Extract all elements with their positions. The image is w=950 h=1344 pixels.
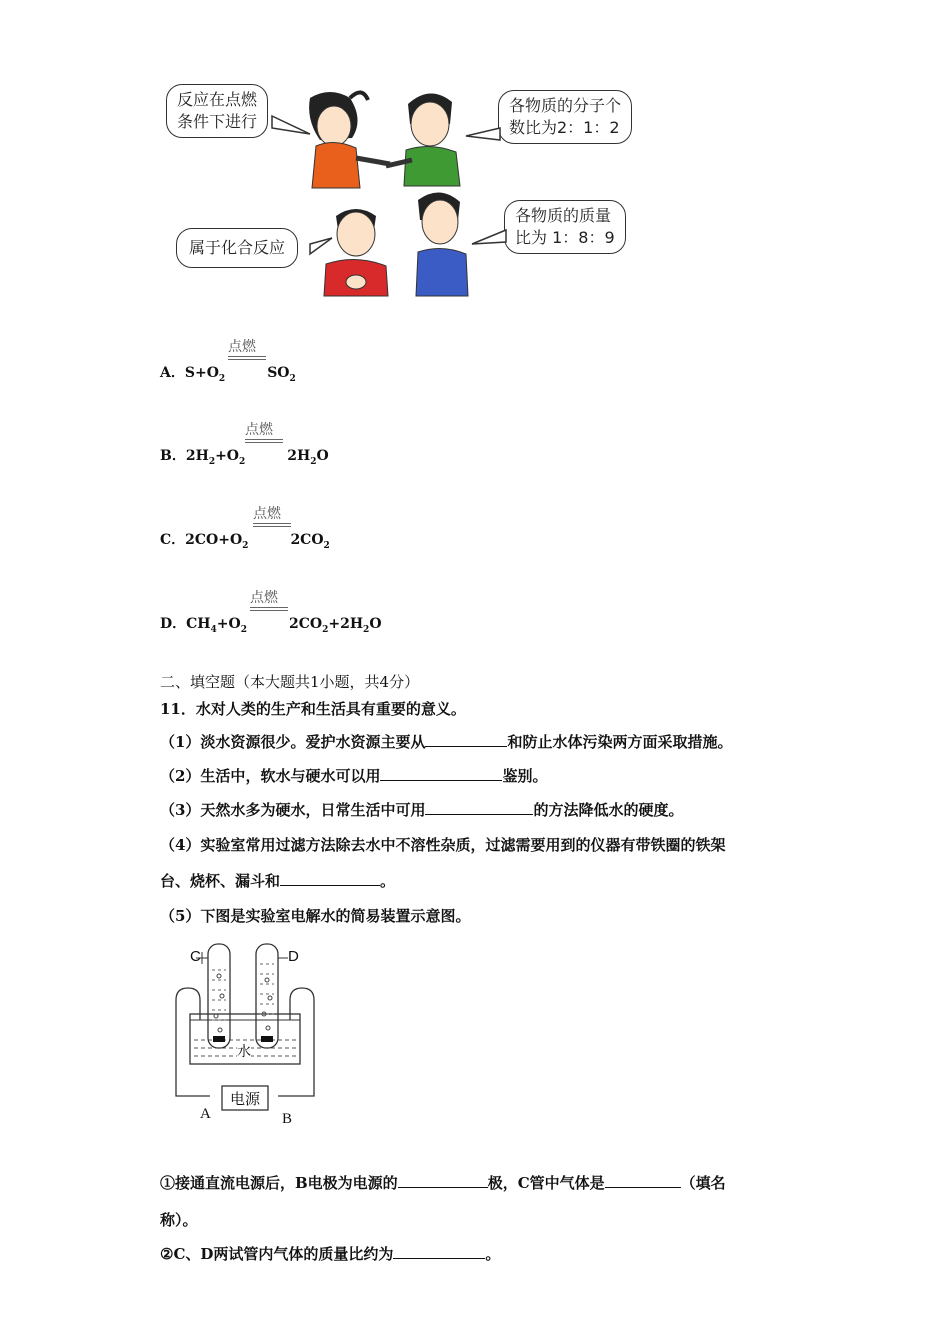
question-11-part-3: [160, 799, 683, 820]
boy-red-shirt-figure: [324, 209, 388, 296]
option-d-letter: D．: [160, 616, 187, 632]
option-c-equation: [160, 529, 330, 551]
option-a-left: S+O: [184, 365, 219, 381]
part-2-answer-blank[interactable]: [380, 766, 502, 781]
electrolysis-diagram: [170, 940, 330, 1130]
sub-1-tail: （填名: [680, 1174, 726, 1192]
option-c-letter: C．: [160, 532, 186, 548]
sub-2-suffix: 。: [485, 1245, 501, 1263]
diagram-label-water: 水: [237, 1041, 251, 1061]
option-b-equal-line-1: [245, 439, 283, 440]
option-b[interactable]: [0, 413, 950, 473]
sub-question-2: [160, 1243, 500, 1264]
option-d-right-tail2: O: [369, 616, 382, 632]
option-b-right-tail: O: [316, 448, 329, 464]
bubble3-text: 属于化合反应: [189, 238, 286, 257]
option-a-condition: 点燃: [228, 339, 256, 355]
option-b-right-sub: 2: [310, 456, 317, 467]
bubble2-line2: 数比为2：1：2: [509, 118, 620, 137]
option-d-left-sub: 4: [210, 624, 217, 635]
diagram-label-b: B: [282, 1111, 293, 1127]
option-c-right-sub: 2: [323, 540, 330, 551]
option-c-left: 2CO+O: [185, 532, 243, 548]
part-3-answer-blank[interactable]: [425, 800, 533, 815]
part-1-prefix: （1）淡水资源很少。爱护水资源主要从: [160, 733, 426, 751]
diagram-label-a: A: [200, 1106, 211, 1122]
diagram-label-c: C: [190, 948, 201, 965]
question-11-part-1: [160, 731, 732, 752]
option-b-left: 2H: [185, 448, 209, 464]
question-11-part-5: （5）下图是实验室电解水的简易装置示意图。: [160, 907, 471, 925]
option-d-left: CH: [186, 616, 211, 632]
diagram-label-d: D: [288, 948, 299, 965]
option-b-left-sub: 2: [208, 456, 216, 467]
option-b-left-sub2: 2: [239, 456, 246, 467]
bubble1-line2: 条件下进行: [177, 112, 258, 131]
option-c-condition: 点燃: [253, 506, 281, 522]
part-3-prefix: （3）天然水多为硬水，日常生活中可用: [160, 801, 426, 819]
question-11-stem: 11．水对人类的生产和生活具有重要的意义。: [160, 700, 466, 718]
option-a-letter: A．: [160, 365, 185, 381]
part-4-suffix: 。: [380, 872, 396, 890]
cartoon-figure: [160, 80, 640, 300]
part-1-suffix: 和防止水体污染两方面采取措施。: [507, 733, 733, 751]
option-d-condition: 点燃: [250, 590, 278, 606]
option-b-equation: [160, 445, 329, 467]
option-a-equal-line-2: [228, 359, 266, 360]
diagram-label-power: 电源: [230, 1090, 261, 1108]
section-heading: 二、填空题（本大题共1小题，共4分）: [160, 673, 420, 691]
option-a-equation: [160, 362, 296, 384]
option-c[interactable]: [0, 497, 950, 557]
option-c-right: 2CO: [290, 532, 324, 548]
part-3-suffix: 的方法降低水的硬度。: [533, 801, 684, 819]
girl-figure: [309, 92, 390, 188]
option-d[interactable]: [0, 581, 950, 641]
bubble1-line1: 反应在点燃: [177, 90, 258, 109]
option-d-left-sub2: 2: [240, 624, 247, 635]
part-4-answer-blank[interactable]: [280, 871, 380, 886]
bubble2-line1: 各物质的分子个: [509, 96, 622, 115]
option-b-equal-line-2: [245, 442, 283, 443]
option-d-right-tail: +2H: [328, 616, 364, 632]
question-11-part-4-line-2: [160, 870, 395, 891]
sub-2-ratio-blank[interactable]: [393, 1244, 485, 1259]
bubble4-line2: 比为 1：8：9: [515, 228, 615, 247]
part-2-prefix: （2）生活中，软水与硬水可以用: [160, 767, 381, 785]
sub-1-gas-blank[interactable]: [605, 1173, 681, 1188]
option-b-condition: 点燃: [245, 422, 273, 438]
sub-1-prefix: ①接通直流电源后，B电极为电源的: [160, 1174, 398, 1192]
boy-green-shirt-figure: [386, 93, 460, 186]
option-a-left-sub: 2: [218, 373, 226, 384]
part-1-answer-blank[interactable]: [425, 732, 507, 747]
option-d-equal-line-1: [250, 607, 288, 608]
option-d-right-sub2: 2: [363, 624, 370, 635]
option-a-right-sub: 2: [289, 373, 296, 384]
option-b-left-tail: +O: [215, 448, 240, 464]
option-d-equation: [160, 613, 382, 635]
part-2-suffix: 鉴别。: [502, 767, 548, 785]
sub-1-middle: 极，C管中气体是: [487, 1174, 605, 1192]
sub-2-prefix: ②C、D两试管内气体的质量比约为: [160, 1245, 394, 1263]
part-4-prefix: 台、烧杯、漏斗和: [160, 872, 281, 890]
sub-question-1-line-1: [160, 1172, 726, 1193]
cartoon-people-illustration: [160, 80, 640, 300]
sub-1-pole-blank[interactable]: [398, 1173, 488, 1188]
option-b-right: 2H: [287, 448, 311, 464]
option-b-letter: B．: [160, 448, 186, 464]
option-d-left-tail: +O: [216, 616, 241, 632]
option-d-right-sub: 2: [322, 624, 329, 635]
option-c-equal-line-2: [253, 526, 291, 527]
boy-blue-shirt-figure: [416, 192, 468, 296]
option-a[interactable]: [0, 330, 950, 390]
bubble4-line1: 各物质的质量: [515, 206, 612, 225]
option-d-right: 2CO: [288, 616, 323, 632]
question-11-part-2: [160, 765, 547, 786]
sub-question-1-line-2: 称）。: [160, 1211, 198, 1229]
option-d-equal-line-2: [250, 610, 288, 611]
option-c-equal-line-1: [253, 523, 291, 524]
option-a-equal-line-1: [228, 356, 266, 357]
question-11-part-4-line-1: （4）实验室常用过滤方法除去水中不溶性杂质，过滤需要用到的仪器有带铁圈的铁架: [160, 836, 726, 854]
option-c-left-sub: 2: [242, 540, 249, 551]
option-a-right: SO: [267, 365, 290, 381]
